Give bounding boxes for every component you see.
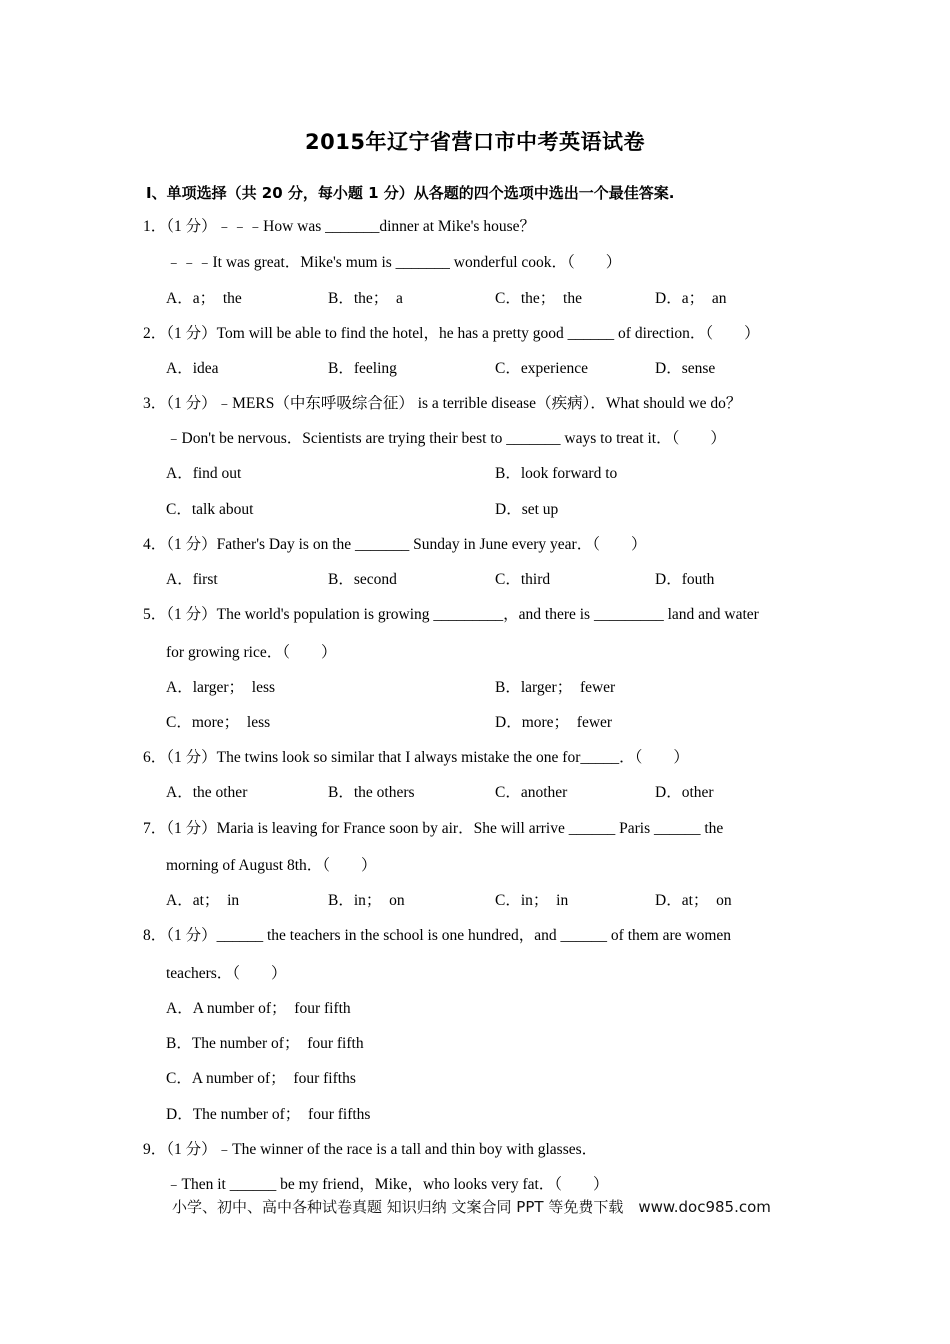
question-7-option-b: B．in； on <box>328 892 405 909</box>
question-3-line-2: ﹣Don't be nervous．Scientists are trying their best to _______ ways to treat it．（ ） <box>166 430 726 447</box>
question-3-option-c: C．talk about <box>166 501 254 518</box>
question-3-option-a: A．find out <box>166 465 242 482</box>
question-8-option-d: D．The number of； four fifths <box>166 1106 371 1123</box>
question-4-option-d: D．fouth <box>655 571 715 588</box>
question-5-option-c: C．more； less <box>166 714 271 731</box>
question-9-line-1: 9．（1 分）﹣The winner of the race is a tall and thin boy with glasses． <box>143 1141 598 1158</box>
footer-watermark: 小学、初中、高中各种试卷真题 知识归纳 文案合同 PPT 等免费下载 www.doc985.com <box>172 1198 771 1216</box>
question-4-option-c: C．third <box>495 571 551 588</box>
question-8-option-c: C．A number of； four fifths <box>166 1070 356 1087</box>
question-4-option-a: A．first <box>166 571 218 588</box>
question-6-option-b: B．the others <box>328 784 415 801</box>
question-1-line-1: 1．（1 分）﹣﹣﹣How was _______dinner at Mike's house？ <box>143 218 535 235</box>
question-7-line-1: 7．（1 分）Maria is leaving for France soon by air．She will arrive ______ Paris ______ the <box>143 820 724 837</box>
question-5-option-d: D．more； fewer <box>495 714 613 731</box>
question-1-line-2: ﹣﹣﹣It was great．Mike's mum is _______ wonderful cook．（ ） <box>166 254 622 271</box>
question-8-option-b: B．The number of； four fifth <box>166 1035 364 1052</box>
question-1-option-c: C．the； the <box>495 290 582 307</box>
question-4-option-b: B．second <box>328 571 397 588</box>
question-2-option-b: B．feeling <box>328 360 397 377</box>
section-heading: I、单项选择（共 20 分，每小题 1 分）从各题的四个选项中选出一个最佳答案. <box>146 184 675 202</box>
question-6-option-c: C．another <box>495 784 568 801</box>
question-9-line-2: ﹣Then it ______ be my friend，Mike，who looks very fat．（ ） <box>166 1176 609 1193</box>
question-7-line-2: morning of August 8th．（ ） <box>166 857 377 874</box>
question-7-option-a: A．at； in <box>166 892 240 909</box>
question-6-option-a: A．the other <box>166 784 248 801</box>
question-3-option-b: B．look forward to <box>495 465 618 482</box>
question-2-line-1: 2．（1 分）Tom will be able to find the hotel，he has a pretty good ______ of direction．（ ） <box>143 325 760 342</box>
question-2-option-a: A．idea <box>166 360 219 377</box>
page-title: 2015年辽宁省营口市中考英语试卷 <box>305 130 645 154</box>
question-1-option-b: B．the； a <box>328 290 403 307</box>
question-4-line-1: 4．（1 分）Father's Day is on the _______ Sunday in June every year．（ ） <box>143 536 647 553</box>
question-1-option-a: A．a； the <box>166 290 242 307</box>
question-6-line-1: 6．（1 分）The twins look so similar that I always mistake the one for_____．（ ） <box>143 749 689 766</box>
question-5-option-b: B．larger； fewer <box>495 679 616 696</box>
question-8-option-a: A．A number of； four fifth <box>166 1000 351 1017</box>
question-5-line-1: 5．（1 分）The world's population is growing _________，and there is _________ land and water <box>143 606 759 623</box>
question-3-line-1: 3．（1 分）﹣MERS（中东呼吸综合征） is a terrible disease（疾病）．What should we do？ <box>143 395 742 412</box>
question-6-option-d: D．other <box>655 784 714 801</box>
question-2-option-d: D．sense <box>655 360 716 377</box>
question-8-line-1: 8．（1 分）______ the teachers in the school is one hundred，and ______ of them are women <box>143 927 732 944</box>
question-3-option-d: D．set up <box>495 501 559 518</box>
question-7-option-c: C．in； in <box>495 892 569 909</box>
question-5-option-a: A．larger； less <box>166 679 276 696</box>
question-8-line-2: teachers．（ ） <box>166 965 287 982</box>
question-2-option-c: C．experience <box>495 360 588 377</box>
question-7-option-d: D．at； on <box>655 892 732 909</box>
question-5-line-2: for growing rice．（ ） <box>166 644 337 661</box>
question-1-option-d: D．a； an <box>655 290 727 307</box>
